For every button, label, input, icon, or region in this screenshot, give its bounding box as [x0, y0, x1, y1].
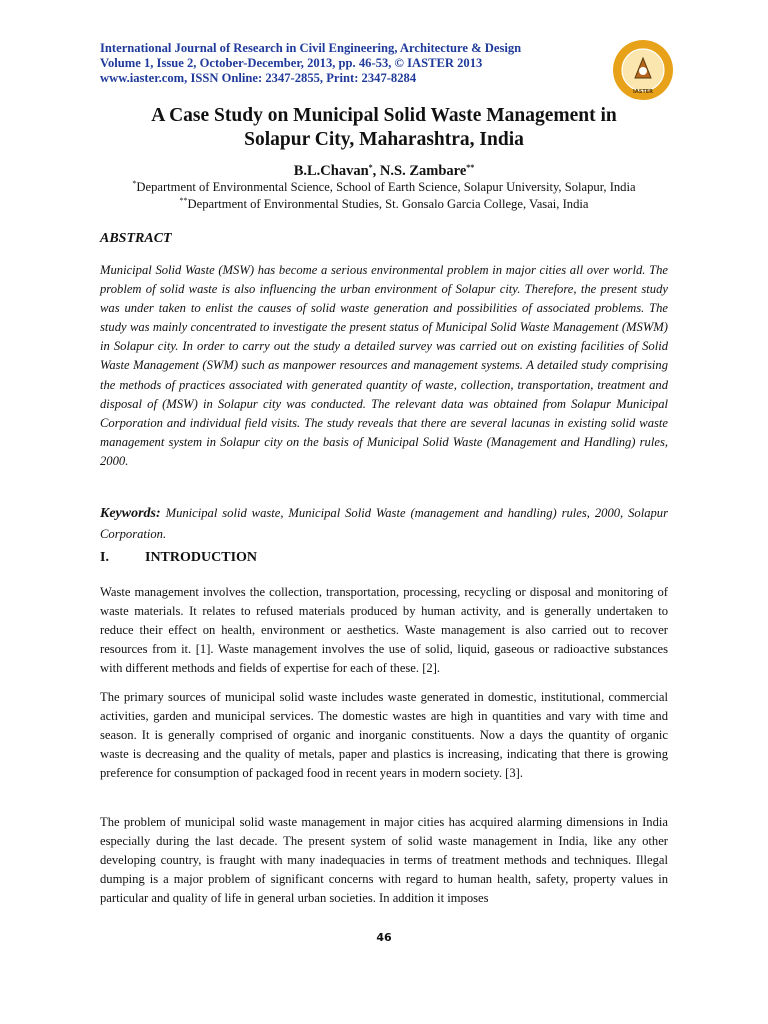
journal-website-issn: www.iaster.com, ISSN Online: 2347-2855, Print: 2347-8284: [100, 71, 417, 85]
keywords-text: Municipal solid waste, Municipal Solid Waste (management and handling) rules, 2000, Solapur Corporation.: [100, 506, 668, 541]
affiliation-1-mark: *: [132, 179, 137, 188]
author-separator: ,: [372, 163, 380, 179]
abstract-heading: ABSTRACT: [100, 231, 172, 246]
keywords-label: Keywords:: [100, 506, 161, 521]
affiliation-1-text: Department of Environmental Science, School of Earth Science, Solapur University, Solapur, India: [136, 180, 636, 194]
intro-paragraph-2: The primary sources of municipal solid waste includes waste generated in domestic, institutional, commercial activities, garden and municipal services. The domestic wastes are high in quantities and vary with time and season. It is generally comprised of organic and inorganic constituents. Now a days the quantity of organic waste is decreasing and the quality of metals, paper and plastics is increasing, indicating that there is growing preference for consumption of packaged food in recent years in modern society. [3].: [100, 690, 668, 781]
logo-emblem-dot: [639, 67, 647, 75]
author-list: [96, 163, 672, 180]
intro-paragraph-1: Waste management involves the collection, transportation, processing, recycling or disposal and monitoring of waste materials. It relates to refused materials produced by human activity, and is generally undertaken to reduce their effect on health, environment or aesthetics. Waste management is also carried out to recover resources from it. [1]. Waste management involves the use of solid, liquid, gaseous or radioactive substances with different methods and fields of expertise for each of these. [2].: [100, 585, 668, 676]
author-1: B.L.Chavan: [293, 163, 369, 179]
affiliation-2-mark: **: [179, 196, 188, 205]
paper-title: [96, 104, 672, 152]
page-number: 46: [376, 931, 392, 944]
logo-text: IASTER: [632, 89, 654, 95]
affiliation-2-text: Department of Environmental Studies, St. Gonsalo Garcia College, Vasai, India: [187, 197, 589, 211]
intro-paragraph-3: The problem of municipal solid waste management in major cities has acquired alarming dimensions in India especially during the last decade. The present system of solid waste management in India, like any other developing country, is fraught with many inadequacies in terms of treatment methods and techniques. Illegal dumping is a major problem of significant concerns with regard to human health, safety, property values in particular and quality of life in general urban societies. In addition it imposes: [100, 815, 668, 906]
section-heading-introduction: [100, 550, 257, 566]
section-number: I.: [100, 550, 109, 565]
affiliation-1: [96, 180, 672, 195]
author-2: N.S. Zambare: [379, 163, 467, 179]
section-title: INTRODUCTION: [145, 550, 258, 565]
paper-title-line2: Solapur City, Maharashtra, India: [244, 129, 524, 150]
affiliation-2: [96, 197, 672, 212]
journal-volume-info: Volume 1, Issue 2, October-December, 2013, pp. 46-53, © IASTER 2013: [100, 56, 483, 70]
author-2-mark: **: [466, 163, 475, 172]
journal-name: International Journal of Research in Civil Engineering, Architecture & Design: [100, 41, 522, 55]
author-1-mark: *: [368, 163, 373, 172]
abstract-text: Municipal Solid Waste (MSW) has become a serious environmental problem in major cities all over world. The problem of solid waste is also influencing the urban environment of Solapur city. Therefore, the present study was under taken to enlist the causes of solid waste generation and possibilities of associated problems. The study was mainly concentrated to investigate the present status of Municipal Solid Waste Management (MSWM) in Solapur city. In order to carry out the study a detailed survey was carried out on existing facilities of Solid Waste Management (SWM) such as manpower resources and management systems. A detailed study comprising the methods of practices associated with generated quantity of waste, collection, transportation, treatment and disposal of (MSW) in Solapur city was conducted. The relevant data was obtained from Solapur Municipal Corporation and individual field visits. The study reveals that there are several lacunas in existing solid waste management system in Solapur city on the basis of Municipal Solid Waste (Management and Handling) rules, 2000.: [100, 263, 668, 468]
journal-header: [100, 41, 560, 86]
iaster-logo-icon: [611, 38, 675, 102]
paper-title-line1: A Case Study on Municipal Solid Waste Management in: [151, 105, 617, 126]
keywords: [100, 503, 668, 544]
